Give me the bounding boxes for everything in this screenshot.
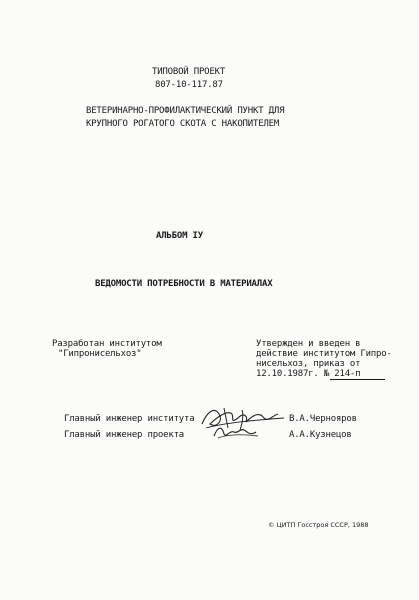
approval-line4: 12.10.1987г. № 214-п (256, 369, 361, 379)
signature-name-chief-engineer-institute: В.А.Черноярoв (289, 414, 357, 424)
signature-role-chief-engineer-project: Главный инженер проекта (64, 430, 185, 440)
project-type: ТИПОВОЙ ПРОЕКТ (152, 67, 226, 77)
copyright-notice: © ЦИТП Госстроя СССР, 1988 (268, 521, 369, 529)
approval-line1: Утвержден и введен в (256, 339, 361, 349)
signature-name-chief-engineer-project: А.А.Кузнецов (289, 430, 352, 440)
project-number: 807-10-117.87 (155, 80, 223, 90)
project-title-line1: ВЕТЕРИНАРНО-ПРОФИЛАКТИЧЕСКИЙ ПУНКТ ДЛЯ (86, 106, 285, 116)
order-number-underline (330, 379, 385, 380)
handwritten-signature-2 (212, 422, 262, 442)
developer-line1: Разработан институтом (52, 339, 162, 349)
project-title-line2: КРУПНОГО РОГАТОГО СКОТА С НАКОПИТЕЛЕМ (86, 119, 280, 129)
album-subject: ВЕДОМОСТИ ПОТРЕБНОСТИ В МАТЕРИАЛАХ (95, 279, 273, 289)
approval-line2: действие институтом Гипро- (256, 349, 392, 359)
signature-role-chief-engineer-institute: Главный инженер института (64, 414, 195, 424)
approval-line3: нисельхоз, приказ от (256, 359, 361, 369)
album-label: АЛЬБОМ IУ (156, 231, 203, 241)
developer-line2: "Гипронисельхоз" (58, 349, 142, 359)
